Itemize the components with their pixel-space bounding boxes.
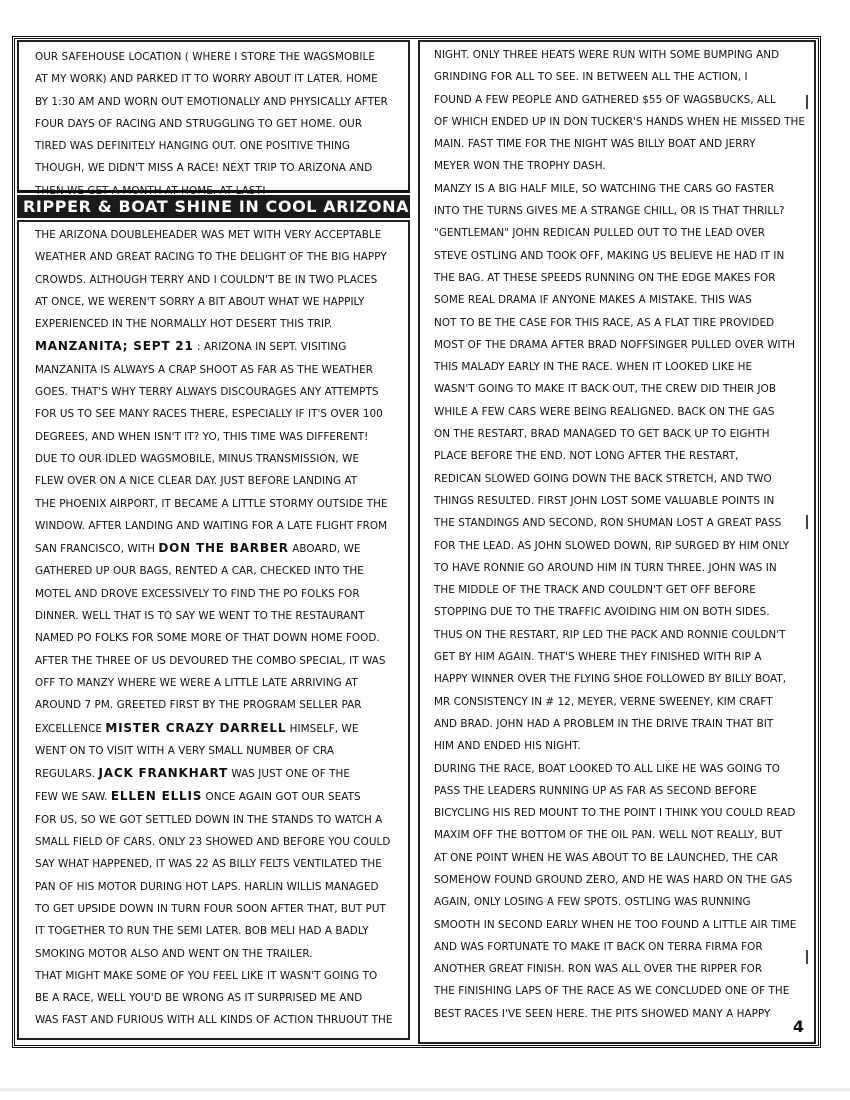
- text-span: EXPERIENCED IN THE NORMALLY HOT DESERT THIS TRIP.: [35, 318, 333, 331]
- text-line: "GENTLEMAN" JOHN REDICAN PULLED OUT TO THE LEAD OVER: [434, 227, 766, 240]
- text-line: [35, 785, 400, 808]
- text-line: [35, 583, 400, 605]
- text-line: STOPPING DUE TO THE TRAFFIC AVOIDING HIM ON BOTH SIDES.: [434, 606, 770, 619]
- text-span: MANZANITA IS ALWAYS A CRAP SHOOT AS FAR AS THE WEATHER: [35, 363, 374, 376]
- text-line: BY 1:30 AM AND WORN OUT EMOTIONALLY AND PHYSICALLY AFTER: [35, 95, 388, 108]
- text-line: NOT TO BE THE CASE FOR THIS RACE, AS A FLAT TIRE PROVIDED: [434, 316, 775, 329]
- text-line: MAXIM OFF THE BOTTOM OF THE OIL PAN. WELL NOT REALLY, BUT: [434, 829, 783, 842]
- text-span: THAT MIGHT MAKE SOME OF YOU FEEL LIKE IT WASN'T GOING TO: [35, 969, 378, 982]
- text-line: THINGS RESULTED. FIRST JOHN LOST SOME VALUABLE POINTS IN: [434, 494, 775, 507]
- text-line: THEN WE GET A MONTH AT HOME. AT LAST!: [35, 184, 267, 197]
- text-span: FOR US TO SEE MANY RACES THERE, ESPECIALLY IF IT'S OVER 100: [35, 408, 383, 421]
- text-span: HIMSELF, WE: [286, 722, 359, 735]
- text-line: [35, 920, 400, 942]
- text-span: FOR US, SO WE GOT SETTLED DOWN IN THE STANDS TO WATCH A: [35, 813, 383, 826]
- text-span: ONCE AGAIN GOT OUR SEATS: [202, 791, 361, 804]
- text-span: AFTER THE THREE OF US DEVOURED THE COMBO SPECIAL, IT WAS: [35, 654, 386, 667]
- text-line: INTO THE TURNS GIVES ME A STRANGE CHILL, OR IS THAT THRILL?: [434, 205, 785, 218]
- text-span: SAY WHAT HAPPENED, IT WAS 22 AS BILLY FELTS VENTILATED THE: [35, 858, 382, 871]
- name-highlight: ELLEN ELLIS: [110, 789, 203, 804]
- text-line: MANZY IS A BIG HALF MILE, SO WATCHING THE CARS GO FASTER: [434, 182, 775, 195]
- text-line: AT MY WORK) AND PARKED IT TO WORRY ABOUT IT LATER. HOME: [35, 73, 378, 86]
- text-line: THOUGH, WE DIDN'T MISS A RACE! NEXT TRIP TO ARIZONA AND: [35, 162, 373, 175]
- text-span: IT TOGETHER TO RUN THE SEMI LATER. BOB MELI HAD A BADLY: [35, 925, 369, 938]
- text-line: [35, 359, 400, 381]
- text-span: REGULARS.: [35, 768, 99, 781]
- text-line: [35, 291, 400, 313]
- text-line: [35, 809, 400, 831]
- text-line: [35, 987, 400, 1009]
- text-line: [35, 694, 400, 716]
- text-line: AT ONE POINT WHEN HE WAS ABOUT TO BE LAUNCHED, THE CAR: [434, 851, 779, 864]
- text-line: THE MIDDLE OF THE TRACK AND COULDN'T GET OFF BEFORE: [434, 584, 756, 597]
- text-span: WAS JUST ONE OF THE: [228, 768, 350, 781]
- text-span: FLEW OVER ON A NICE CLEAR DAY. JUST BEFORE LANDING AT: [35, 475, 358, 488]
- text-span: WEATHER AND GREAT RACING TO THE DELIGHT OF THE BIG HAPPY: [35, 251, 387, 264]
- page-number: 4: [792, 1017, 804, 1036]
- article-headline: RIPPER & BOAT SHINE IN COOL ARIZONA: [17, 195, 410, 218]
- text-line: [35, 560, 400, 582]
- text-line: [35, 605, 400, 627]
- text-span: SMOKING MOTOR ALSO AND WENT ON THE TRAILER.: [35, 947, 313, 960]
- text-span: FEW WE SAW.: [35, 791, 111, 804]
- text-line: [35, 762, 400, 785]
- text-span: WAS FAST AND FURIOUS WITH ALL KINDS OF ACTION THRUOUT THE: [35, 1014, 393, 1027]
- text-line: WHILE A FEW CARS WERE BEING REALIGNED. BACK ON THE GAS: [434, 405, 775, 418]
- text-line: BICYCLING HIS RED MOUNT TO THE POINT I THINK YOU COULD READ: [434, 807, 796, 820]
- text-line: AND BRAD. JOHN HAD A PROBLEM IN THE DRIVE TRAIN THAT BIT: [434, 717, 774, 730]
- section-heading: MANZANITA; SEPT 21: [35, 339, 194, 354]
- text-line: [35, 313, 400, 335]
- text-line: ANOTHER GREAT FINISH. RON WAS ALL OVER THE RIPPER FOR: [434, 963, 763, 976]
- left-top-box: [17, 40, 410, 197]
- text-span: THE ARIZONA DOUBLEHEADER WAS MET WITH VERY ACCEPTABLE: [35, 229, 382, 241]
- text-line: [35, 965, 400, 987]
- text-line: [35, 650, 400, 672]
- text-line: [35, 831, 400, 853]
- text-line: ON THE RESTART, BRAD MANAGED TO GET BACK UP TO EIGHTH: [434, 428, 770, 441]
- text-line: MEYER WON THE TROPHY DASH.: [434, 160, 606, 173]
- text-span: WINDOW. AFTER LANDING AND WAITING FOR A LATE FLIGHT FROM: [35, 519, 388, 532]
- text-line: [35, 403, 400, 425]
- text-span: DINNER. WELL THAT IS TO SAY WE WENT TO THE RESTAURANT: [35, 610, 365, 623]
- text-line: THUS ON THE RESTART, RIP LED THE PACK AND RONNIE COULDN'T: [434, 628, 786, 641]
- text-span: NAMED PO FOLKS FOR SOME MORE OF THAT DOWN HOME FOOD.: [35, 632, 380, 645]
- text-line: NIGHT. ONLY THREE HEATS WERE RUN WITH SOME BUMPING AND: [434, 49, 780, 61]
- text-line: [35, 448, 400, 470]
- text-span: GATHERED UP OUR BAGS, RENTED A CAR, CHECKED INTO THE: [35, 565, 364, 578]
- text-span: BE A RACE, WELL YOU'D BE WRONG AS IT SURPRISED ME AND: [35, 992, 363, 1005]
- text-line: [35, 515, 400, 537]
- text-span: THE PHOENIX AIRPORT, IT BECAME A LITTLE STORMY OUTSIDE THE: [35, 497, 388, 510]
- text-line: PASS THE LEADERS RUNNING UP AS FAR AS SECOND BEFORE: [434, 784, 757, 797]
- text-line: OF WHICH ENDED UP IN DON TUCKER'S HANDS WHEN HE MISSED THE: [434, 115, 806, 128]
- text-span: DEGREES, AND WHEN ISN'T IT? YO, THIS TIME WAS DIFFERENT!: [35, 430, 369, 443]
- text-line: HAPPY WINNER OVER THE FLYING SHOE FOLLOWED BY BILLY BOAT,: [434, 673, 787, 686]
- text-line: FOUND A FEW PEOPLE AND GATHERED $55 OF WAGSBUCKS, ALL: [434, 93, 776, 106]
- text-line: [35, 426, 400, 448]
- text-line: FOR THE LEAD. AS JOHN SLOWED DOWN, RIP SURGED BY HIM ONLY: [434, 539, 790, 552]
- text-line: [35, 335, 400, 358]
- text-line: GET BY HIM AGAIN. THAT'S WHERE THEY FINISHED WITH RIP A: [434, 651, 762, 664]
- text-line: [35, 717, 400, 740]
- text-line: STEVE OSTLING AND TOOK OFF, MAKING US BELIEVE HE HAD IT IN: [434, 249, 785, 262]
- name-highlight: DON THE BARBER: [158, 541, 289, 556]
- text-line: [35, 898, 400, 920]
- text-line: BEST RACES I'VE SEEN HERE. THE PITS SHOWED MANY A HAPPY: [434, 1007, 771, 1020]
- text-span: EXCELLENCE: [35, 722, 106, 735]
- text-line: [35, 470, 400, 492]
- text-line: MAIN. FAST TIME FOR THE NIGHT WAS BILLY BOAT AND JERRY: [434, 138, 756, 151]
- right-column: [418, 40, 816, 1044]
- text-line: [35, 943, 400, 965]
- text-line: MOST OF THE DRAMA AFTER BRAD NOFFSINGER PULLED OVER WITH: [434, 338, 795, 351]
- text-span: CROWDS. ALTHOUGH TERRY AND I COULDN'T BE IN TWO PLACES: [35, 273, 378, 286]
- text-span: SMALL FIELD OF CARS. ONLY 23 SHOWED AND BEFORE YOU COULD: [35, 836, 391, 849]
- text-line: THE BAG. AT THESE SPEEDS RUNNING ON THE EDGE MAKES FOR: [434, 271, 776, 284]
- scan-edge-mark: [806, 515, 808, 529]
- text-line: AGAIN, ONLY LOSING A FEW SPOTS. OSTLING WAS RUNNING: [434, 896, 751, 909]
- text-line: MR CONSISTENCY IN # 12, MEYER, VERNE SWEENEY, KIM CRAFT: [434, 695, 773, 708]
- bottom-rule: [0, 1088, 850, 1091]
- text-line: [35, 269, 400, 291]
- text-line: [35, 740, 400, 762]
- text-line: AND WAS FORTUNATE TO MAKE IT BACK ON TERRA FIRMA FOR: [434, 940, 763, 953]
- text-line: TO HAVE RONNIE GO AROUND HIM IN TURN THREE. JOHN WAS IN: [434, 561, 777, 574]
- text-line: [35, 246, 400, 268]
- text-span: : ARIZONA IN SEPT. VISITING: [193, 341, 347, 354]
- text-line: PLACE BEFORE THE END. NOT LONG AFTER THE RESTART,: [434, 450, 739, 463]
- text-line: [35, 876, 400, 898]
- text-span: GOES. THAT'S WHY TERRY ALWAYS DISCOURAGES ANY ATTEMPTS: [35, 386, 379, 399]
- text-span: SAN FRANCISCO, WITH: [35, 543, 159, 556]
- left-article-body: [17, 220, 410, 1040]
- name-highlight: JACK FRANKHART: [98, 766, 229, 781]
- text-span: DUE TO OUR IDLED WAGSMOBILE, MINUS TRANSMISSION, WE: [35, 452, 360, 465]
- name-highlight: MISTER CRAZY DARRELL: [105, 720, 287, 735]
- scan-edge-mark: [806, 95, 808, 109]
- text-line: WASN'T GOING TO MAKE IT BACK OUT, THE CREW DID THEIR JOB: [434, 383, 777, 396]
- text-span: ABOARD, WE: [288, 543, 361, 556]
- text-span: AROUND 7 PM. GREETED FIRST BY THE PROGRAM SELLER PAR: [35, 699, 362, 712]
- text-line: [35, 853, 400, 875]
- text-span: OFF TO MANZY WHERE WE WERE A LITTLE LATE ARRIVING AT: [35, 676, 358, 689]
- text-line: [35, 493, 400, 515]
- text-line: THE FINISHING LAPS OF THE RACE AS WE CONCLUDED ONE OF THE: [434, 985, 790, 998]
- text-line: THE STANDINGS AND SECOND, RON SHUMAN LOST A GREAT PASS: [434, 517, 782, 530]
- text-line: OUR SAFEHOUSE LOCATION ( WHERE I STORE THE WAGSMOBILE: [35, 51, 375, 63]
- text-span: WENT ON TO VISIT WITH A VERY SMALL NUMBER OF CRA: [35, 744, 335, 757]
- text-line: THIS MALADY EARLY IN THE RACE. WHEN IT LOOKED LIKE HE: [434, 361, 753, 374]
- left-column: [17, 40, 410, 1044]
- text-line: REDICAN SLOWED GOING DOWN THE BACK STRETCH, AND TWO: [434, 472, 772, 485]
- text-span: PAN OF HIS MOTOR DURING HOT LAPS. HARLIN WILLIS MANAGED: [35, 880, 379, 893]
- text-line: DURING THE RACE, BOAT LOOKED TO ALL LIKE HE WAS GOING TO: [434, 762, 781, 775]
- text-line: [35, 627, 400, 649]
- text-line: [35, 672, 400, 694]
- text-line: [35, 537, 400, 560]
- text-span: AT ONCE, WE WEREN'T SORRY A BIT ABOUT WHAT WE HAPPILY: [35, 295, 365, 308]
- right-article-body: [420, 42, 814, 1025]
- text-line: [35, 224, 400, 246]
- text-line: SOME REAL DRAMA IF ANYONE MAKES A MISTAKE. THIS WAS: [434, 294, 752, 307]
- text-line: HIM AND ENDED HIS NIGHT.: [434, 740, 581, 753]
- text-line: [35, 1009, 400, 1031]
- text-span: TO GET UPSIDE DOWN IN TURN FOUR SOON AFTER THAT, BUT PUT: [35, 902, 386, 915]
- text-line: FOUR DAYS OF RACING AND STRUGGLING TO GET HOME. OUR: [35, 117, 363, 130]
- text-line: SMOOTH IN SECOND EARLY WHEN HE TOO FOUND A LITTLE AIR TIME: [434, 918, 797, 931]
- text-line: [35, 381, 400, 403]
- text-span: MOTEL AND DROVE EXCESSIVELY TO FIND THE PO FOLKS FOR: [35, 587, 360, 600]
- text-line: SOMEHOW FOUND GROUND ZERO, AND HE WAS HARD ON THE GAS: [434, 873, 793, 886]
- text-line: GRINDING FOR ALL TO SEE. IN BETWEEN ALL THE ACTION, I: [434, 71, 748, 84]
- scan-edge-mark: [806, 950, 808, 964]
- text-line: TIRED WAS DEFINITELY HANGING OUT. ONE POSITIVE THING: [35, 140, 351, 153]
